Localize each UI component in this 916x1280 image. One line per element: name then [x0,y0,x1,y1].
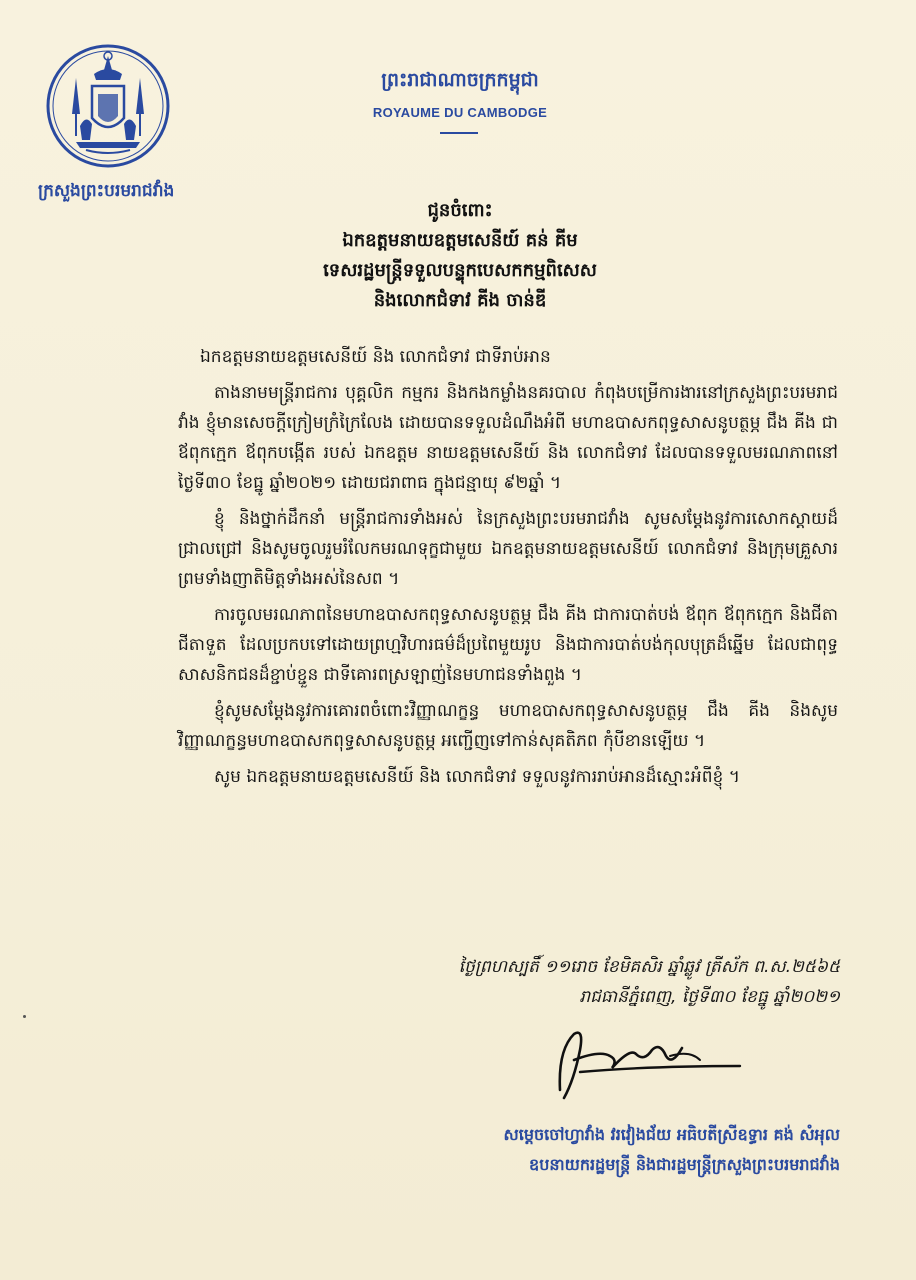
place-date: រាជធានីភ្នំពេញ, ថ្ងៃទី៣០ ខែធ្នូ ឆ្នាំ២០២១ [579,987,840,1007]
signatory-name: សម្តេចចៅហ្វាវាំង វរវៀងជ័យ អធិបតីស្រីឧទ្ធារ គង់ សំអុល [503,1125,840,1144]
kingdom-title-french: ROYAUME DU CAMBODGE [372,105,548,120]
page-mark [23,1015,26,1018]
date-block [360,952,840,1012]
ministry-name: ក្រសួងព្រះបរមរាជវាំង [38,181,175,201]
recipient-line: ឯកឧត្តមនាយឧត្តមសេនីយ៍ គន់ គីម [342,230,578,251]
recipient-line: ទេសរដ្ឋមន្ត្រីទទួលបន្ទុកបេសកកម្មពិសេស [323,260,597,281]
recipient-line: និងលោកជំទាវ គីង ចាន់ឌី [373,290,547,311]
signatory-block [380,1120,840,1180]
body-paragraph: ការចូលមរណភាពនៃមហាឧបាសកពុទ្ធសាសនូបត្ថម្ភ ជឹង គីង ជាការបាត់បង់ ឪពុក ឪពុកក្មេក និងជីតា ជីតាទួត ដែលប្រកបទៅដោយព្រហ្មវិហារធម៌ដ៏ប្រពៃមួយរូប និងជាការបាត់បង់កុលបុត្រដ៏ឆ្នើម ដែលជាពុទ្ធសាសនិកជនដ៏ខ្ជាប់ខ្ជួន ជាទីគោរពស្រឡាញ់នៃមហាជនទាំងពួង ។ [178,605,838,685]
recipient-line: ជូនចំពោះ [427,200,493,221]
body-paragraph: សូម ឯកឧត្តមនាយឧត្តមសេនីយ៍ និង លោកជំទាវ ទទួលនូវការរាប់អានដ៏ស្មោះអំពីខ្ញុំ ។ [214,767,740,787]
signatory-title: ឧបនាយករដ្ឋមន្ត្រី និងជារដ្ឋមន្ត្រីក្រសួងព្រះបរមរាជវាំង [529,1155,840,1174]
salutation: ឯកឧត្តមនាយឧត្តមសេនីយ៍ និង លោកជំទាវ ជាទីរាប់អាន [200,347,551,367]
signature-icon [540,1020,750,1110]
body-paragraph: តាងនាមមន្ត្រីរាជការ បុគ្គលិក កម្មករ និងកងកម្លាំងនគរបាល កំពុងបម្រើការងារនៅក្រសួងព្រះបរមរាជវាំង ខ្ញុំមានសេចក្តីក្រៀមក្រំក្រៃលែង ដោយបានទទួលដំណឹងអំពី មហាឧបាសកពុទ្ធសាសនូបត្ថម្ភ ជឹង គីង ជាឪពុកក្មេក ឪពុកបង្កើត របស់ ឯកឧត្តម នាយឧត្តមសេនីយ៍ និង លោកជំទាវ ដែលបានទទួលមរណភាពនៅថ្ងៃទី៣០ ខែធ្នូ ឆ្នាំ២០២១ ដោយជរាពាធ ក្នុងជន្មាយុ ៩២ឆ្នាំ ។ [178,383,838,493]
body-paragraph: ខ្ញុំសូមសម្តែងនូវការគោរពចំពោះវិញ្ញាណក្ខន្ធ មហាឧបាសកពុទ្ធសាសនូបត្ថម្ភ ជឹង គីង និងសូមវិញ្ញាណក្ខន្ធមហាឧបាសកពុទ្ធសាសនូបត្ថម្ភ អញ្ជើញទៅកាន់សុគតិភព កុំបីខានឡើយ ។ [178,701,838,751]
letter-body [178,342,838,798]
kingdom-title-khmer: ព្រះរាជាណាចក្រកម្ពុជា [381,69,539,91]
header-divider [440,132,478,134]
lunar-date: ថ្ងៃព្រហស្បតិ៍ ១១រោច ខែមិគសិរ ឆ្នាំឆ្លូវ ត្រីស័ក ព.ស.២៥៦៥ [458,957,840,977]
royal-seal-icon [46,44,170,168]
recipient-block [200,196,720,316]
body-paragraph: ខ្ញុំ និងថ្នាក់ដឹកនាំ មន្ត្រីរាជការទាំងអស់ នៃក្រសួងព្រះបរមរាជវាំង សូមសម្តែងនូវការសោកស្តាយដ៏ជ្រាលជ្រៅ និងសូមចូលរួមរំលែកមរណទុក្ខជាមួយ ឯកឧត្តមនាយឧត្តមសេនីយ៍ លោកជំទាវ និងក្រុមគ្រួសារ ព្រមទាំងញាតិមិត្តទាំងអស់នៃសព ។ [178,509,838,589]
